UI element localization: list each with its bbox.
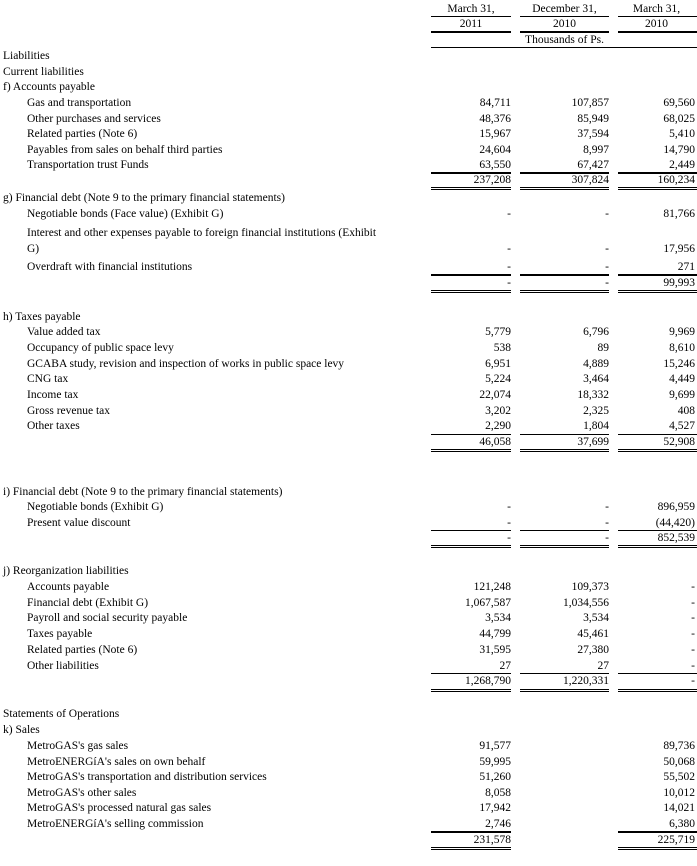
total-double-rule <box>520 545 609 548</box>
row-label: Accounts payable <box>27 581 110 593</box>
section-k-total: 231,578 <box>473 834 511 846</box>
section-f-total: 160,234 <box>657 174 695 186</box>
column-header-december-2010-line1: December 31, <box>532 3 597 15</box>
row-value: - <box>507 517 511 529</box>
row-value: 6,796 <box>583 326 609 338</box>
total-double-rule <box>618 545 697 548</box>
current-liabilities-title: Current liabilities <box>3 66 84 78</box>
row-label: Related parties (Note 6) <box>27 644 138 656</box>
row-value: 3,202 <box>485 405 511 417</box>
total-double-rule <box>520 187 609 190</box>
liabilities-title: Liabilities <box>3 50 50 62</box>
row-value: 6,951 <box>485 358 511 370</box>
header-bottom-rule <box>431 47 697 48</box>
row-value: 69,560 <box>663 97 695 109</box>
row-value: 5,779 <box>485 326 511 338</box>
column-header-december-2010-line2: 2010 <box>553 18 576 30</box>
total-double-rule <box>431 449 511 452</box>
row-label: Income tax <box>27 389 79 401</box>
row-value: 44,799 <box>479 628 511 640</box>
row-label: MetroENERGíA's selling commission <box>27 818 204 830</box>
row-label: Present value discount <box>27 517 131 529</box>
row-value: 15,967 <box>479 128 511 140</box>
row-value: 6,380 <box>669 818 695 830</box>
section-i-total: 852,539 <box>657 532 695 544</box>
row-label: Payroll and social security payable <box>27 612 188 624</box>
section-k-title: k) Sales <box>3 724 40 736</box>
row-label: Financial debt (Exhibit G) <box>27 597 149 609</box>
row-value: 9,969 <box>669 326 695 338</box>
row-value: 37,594 <box>577 128 609 140</box>
row-value: 538 <box>493 342 511 354</box>
column-header-march-2010-line2: 2010 <box>645 18 668 30</box>
row-label: Value added tax <box>27 326 101 338</box>
section-f-title: f) Accounts payable <box>3 81 95 93</box>
row-value: - <box>507 501 511 513</box>
row-value: 22,074 <box>479 389 511 401</box>
row-value: 18,332 <box>577 389 609 401</box>
column-header-march-2010-line1: March 31, <box>632 3 681 15</box>
row-value: 27 <box>499 660 511 672</box>
row-value: 8,997 <box>583 144 609 156</box>
row-value: 84,711 <box>479 97 511 109</box>
row-value: 408 <box>677 405 695 417</box>
row-label: Occupancy of public space levy <box>27 342 174 354</box>
row-value: 17,942 <box>479 802 511 814</box>
row-value: 3,464 <box>583 373 609 385</box>
section-g-total: - <box>605 277 609 289</box>
row-label: CNG tax <box>27 373 69 385</box>
total-double-rule <box>520 290 609 293</box>
row-value: - <box>605 243 609 255</box>
row-value: 1,067,587 <box>465 597 511 609</box>
header-rule <box>431 31 511 33</box>
row-label: Related parties (Note 6) <box>27 128 138 140</box>
row-value: 89,736 <box>663 740 695 752</box>
row-value: 14,021 <box>663 802 695 814</box>
section-h-total: 37,699 <box>577 436 609 448</box>
row-value: 896,959 <box>657 501 695 513</box>
row-value: 109,373 <box>571 581 609 593</box>
row-value: 2,290 <box>485 420 511 432</box>
row-value: 15,246 <box>663 358 695 370</box>
row-label: Interest and other expenses payable to foreign financial institutions (Exhibit <box>27 227 377 239</box>
total-double-rule <box>431 689 511 692</box>
row-value: 14,790 <box>663 144 695 156</box>
row-value: 9,699 <box>669 389 695 401</box>
row-value: 91,577 <box>479 740 511 752</box>
row-value: - <box>605 517 609 529</box>
row-value: 2,449 <box>669 159 695 171</box>
row-value: - <box>691 644 695 656</box>
total-double-rule <box>618 187 697 190</box>
section-f-total: 237,208 <box>473 174 511 186</box>
row-label: MetroGAS's transportation and distribution services <box>27 771 267 783</box>
total-double-rule <box>520 449 609 452</box>
row-label: Negotiable bonds (Face value) (Exhibit G) <box>27 208 224 220</box>
row-value: 107,857 <box>571 97 609 109</box>
row-value: 68,025 <box>663 113 695 125</box>
total-double-rule <box>618 847 697 850</box>
row-value: 1,804 <box>583 420 609 432</box>
section-j-title: j) Reorganization liabilities <box>3 565 129 577</box>
column-header-march-2011-line1: March 31, <box>447 3 495 15</box>
section-h-total: 46,058 <box>479 436 511 448</box>
section-j-total: 1,268,790 <box>465 675 511 687</box>
row-value: 51,260 <box>479 771 511 783</box>
total-double-rule <box>618 449 697 452</box>
row-value: 59,995 <box>479 756 511 768</box>
row-value: 8,610 <box>669 342 695 354</box>
row-value: 2,746 <box>485 818 511 830</box>
row-value: 121,248 <box>473 581 511 593</box>
row-value: 31,595 <box>479 644 511 656</box>
row-label: MetroGAS's gas sales <box>27 740 129 752</box>
row-value: 8,058 <box>485 787 511 799</box>
row-label: MetroGAS's other sales <box>27 787 137 799</box>
row-value: 55,502 <box>663 771 695 783</box>
row-value: (44,420) <box>655 517 695 529</box>
row-label: Payables from sales on behalf third parties <box>27 144 223 156</box>
row-value: 27,380 <box>577 644 609 656</box>
row-value: - <box>691 660 695 672</box>
section-i-total: - <box>605 532 609 544</box>
row-value: 24,604 <box>479 144 511 156</box>
section-i-total: - <box>507 532 511 544</box>
units-label: Thousands of Ps. <box>525 34 604 46</box>
row-value: 1,034,556 <box>563 597 609 609</box>
total-double-rule <box>520 689 609 692</box>
section-g-total: - <box>507 277 511 289</box>
row-label: Other liabilities <box>27 660 99 672</box>
row-value: 2,325 <box>583 405 609 417</box>
total-double-rule <box>431 187 511 190</box>
header-rule <box>618 31 697 33</box>
row-label: Other taxes <box>27 420 80 432</box>
row-label: Overdraft with financial institutions <box>27 261 193 273</box>
row-value: 271 <box>677 261 695 273</box>
row-value: 85,949 <box>577 113 609 125</box>
row-label: Taxes payable <box>27 628 93 640</box>
section-i-title: i) Financial debt (Note 9 to the primary financial statements) <box>3 486 283 498</box>
row-value: 63,550 <box>479 159 511 171</box>
statements-of-operations-title: Statements of Operations <box>3 708 120 720</box>
row-value: 27 <box>597 660 609 672</box>
row-value: 81,766 <box>663 208 695 220</box>
row-value: - <box>691 581 695 593</box>
section-j-total: - <box>691 675 695 687</box>
row-value: 50,068 <box>663 756 695 768</box>
row-value: 89 <box>597 342 609 354</box>
total-double-rule <box>431 847 511 850</box>
row-value: 48,376 <box>479 113 511 125</box>
row-label: Gas and transportation <box>27 97 132 109</box>
row-value: - <box>691 597 695 609</box>
section-g-total: 99,993 <box>663 277 695 289</box>
total-double-rule <box>618 290 697 293</box>
row-value: 45,461 <box>577 628 609 640</box>
section-f-total: 307,824 <box>571 174 609 186</box>
row-label: MetroGAS's processed natural gas sales <box>27 802 212 814</box>
section-h-total: 52,908 <box>663 436 695 448</box>
row-value: 3,534 <box>583 612 609 624</box>
row-value: - <box>507 261 511 273</box>
total-double-rule <box>431 290 511 293</box>
row-value: 17,956 <box>663 243 695 255</box>
row-value: 4,449 <box>669 373 695 385</box>
total-double-rule <box>618 689 697 692</box>
row-value: - <box>507 243 511 255</box>
row-value: - <box>507 208 511 220</box>
row-value: 4,527 <box>669 420 695 432</box>
row-value: - <box>691 628 695 640</box>
section-h-title: h) Taxes payable <box>3 311 81 323</box>
row-value: 67,427 <box>577 159 609 171</box>
column-header-march-2011-line2: 2011 <box>459 18 483 30</box>
row-value: 5,224 <box>485 373 511 385</box>
row-label: MetroENERGíA's sales on own behalf <box>27 756 206 768</box>
section-j-total: 1,220,331 <box>563 675 609 687</box>
total-double-rule <box>431 545 511 548</box>
row-value: 5,410 <box>669 128 695 140</box>
row-value: - <box>605 501 609 513</box>
row-value: 3,534 <box>485 612 511 624</box>
row-value: - <box>605 261 609 273</box>
row-value: 4,889 <box>583 358 609 370</box>
row-value: - <box>691 612 695 624</box>
row-label: Other purchases and services <box>27 113 161 125</box>
row-label-continuation: G) <box>27 243 40 255</box>
row-label: GCABA study, revision and inspection of works in public space levy <box>27 358 345 370</box>
row-value: 10,012 <box>663 787 695 799</box>
row-value: - <box>605 208 609 220</box>
row-label: Transportation trust Funds <box>27 159 149 171</box>
section-g-title: g) Financial debt (Note 9 to the primary financial statements) <box>3 192 285 204</box>
row-label: Negotiable bonds (Exhibit G) <box>27 501 164 513</box>
row-label: Gross revenue tax <box>27 405 111 417</box>
section-k-total: 225,719 <box>657 834 695 846</box>
